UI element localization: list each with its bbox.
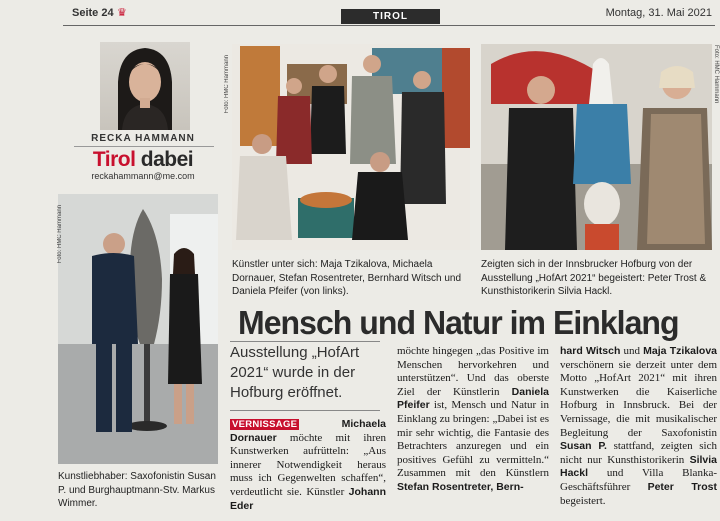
subheadline: Ausstellung „HofArt 2021“ wurde in der Hofburg eröffnet.: [230, 344, 360, 401]
body-name-highlight: Peter Trost: [647, 480, 718, 493]
body-column-1-text: [230, 418, 386, 512]
body-text-run: möchte hingegen „das Positive im Menschen hervorkehren und unterstützen“. Und das oberste Ziel der Künstlerin: [397, 345, 549, 398]
photo-credit-right: Foto: HMC Hammann: [713, 45, 719, 104]
body-text-run: und Villa Blanka-Geschäftsführer: [560, 467, 717, 493]
body-name-highlight: Maja Tzikalova: [643, 345, 718, 357]
page-number: Seite 24: [72, 7, 114, 19]
subhead-rule-bottom: [230, 410, 380, 411]
body-column-1: [230, 418, 386, 513]
column-logo-dark: dabei: [140, 148, 194, 171]
body-name-highlight: Johann Eder: [230, 485, 386, 512]
column-logo-red: Tirol: [92, 148, 136, 171]
photo-left: [58, 194, 218, 464]
body-text-run: verschönern sie derzeit unter dem Motto „HofArt 2021“ mit ihren Kunstwerken die Kaiserliche Hofburg in Innsbruck. Bei der Vernissage, die mit musikalischer Begleitung der Saxofonistin: [560, 358, 717, 439]
section-label: TIROL: [341, 9, 440, 24]
body-name-highlight: Stefan Rosentreter, Bern-: [397, 480, 524, 493]
photo-credit-left: Foto: HMC Hammann: [57, 205, 63, 264]
body-name-highlight: Silvia Hackl: [560, 453, 717, 480]
body-text-run: begeistert.: [560, 494, 606, 507]
body-name-highlight: hard Witsch: [560, 345, 621, 357]
subhead-rule-top: [230, 341, 380, 342]
photo-credit-middle: Foto: HMC Hammann: [224, 55, 230, 114]
body-name-highlight: Susan P.: [560, 440, 607, 453]
body-column-2: [397, 345, 549, 495]
caption-left: Kunstliebhaber: Saxofonistin Susan P. und Burghauptmann-Stv. Markus Wimmer.: [58, 471, 216, 509]
author-divider: [74, 146, 214, 147]
body-text-run: und: [620, 345, 644, 357]
body-column-3: [560, 345, 717, 508]
author-email: reckahammann@me.com: [91, 171, 195, 181]
body-name-highlight: Daniela Pfeifer: [397, 385, 549, 412]
column-logo: [66, 148, 220, 172]
photo-right: [481, 44, 712, 250]
headline: Mensch und Natur im Einklang: [238, 304, 679, 341]
crown-icon: ♛: [117, 7, 127, 19]
body-text-run: stattfand, zeigten sich nicht nur Kunsthistorikerin: [560, 440, 717, 466]
caption-middle: Künstler unter sich: Maja Tzikalova, Michaela Dornauer, Stefan Rosentreter, Bernhard Witsch und Daniela Pfeifer (von links).: [232, 259, 462, 297]
author-portrait: [100, 42, 190, 130]
body-text-run: ist, Mensch und Natur in Einklang zu bringen: „Dabei ist es mir sehr wichtig, die Fantasie des Betrachters anzuregen und ein positives Gefühl zu vermitteln.“ Zusammen mit den Künstlern: [397, 399, 549, 480]
caption-right: Zeigten sich in der Innsbrucker Hofburg von der Ausstellung „HofArt 2021“ begeistert: Peter Trost & Kunsthistorikerin Silvia Hackl.: [481, 259, 707, 297]
issue-date: Montag, 31. Mai 2021: [605, 7, 712, 19]
body-name-highlight: Michaela Dornauer: [230, 418, 386, 444]
photo-middle: [232, 44, 470, 250]
body-text-run: möchte mit ihren Kunstwerken aufrütteln: „Aus innerer Notwendigkeit heraus muss ich Gegenwelten schaffen“, verdeutlicht sie. Künstler: [230, 431, 386, 498]
kicker-label: VERNISSAGE: [232, 419, 298, 430]
author-name: RECKA HAMMANN: [91, 133, 195, 144]
header-divider: [63, 25, 715, 26]
